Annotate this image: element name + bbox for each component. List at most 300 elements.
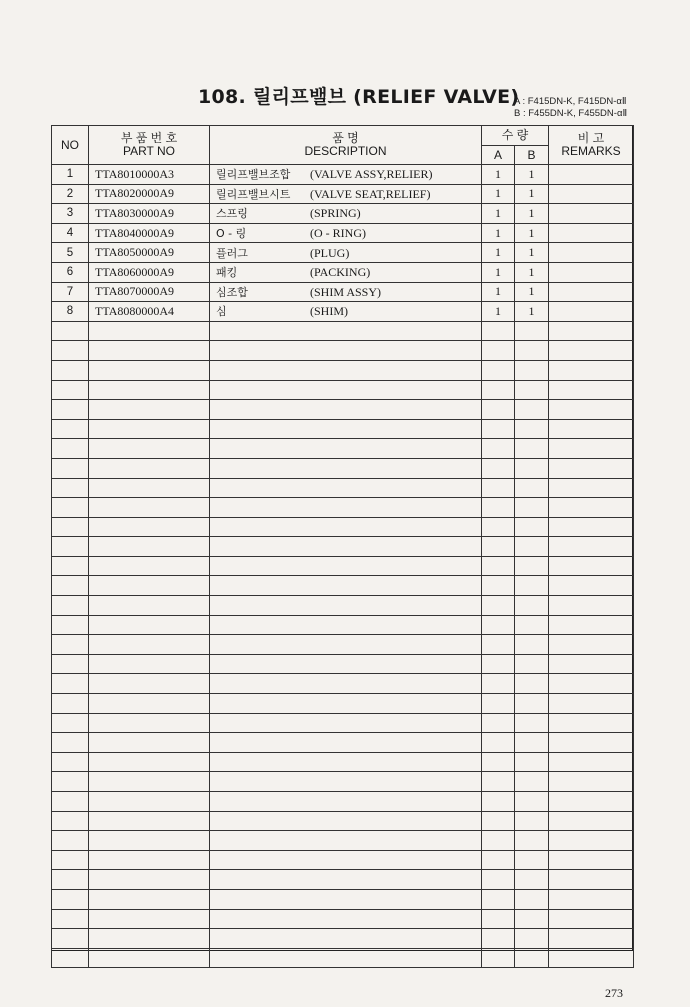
cell-remarks <box>549 615 634 635</box>
cell-part-no <box>89 615 210 635</box>
cell-no: 5 <box>52 243 89 263</box>
cell-part-no <box>89 811 210 831</box>
cell-qty-b <box>515 713 549 733</box>
empty-table-row <box>52 321 634 341</box>
cell-no <box>52 831 89 851</box>
table-row <box>52 282 634 302</box>
cell-qty-b <box>515 380 549 400</box>
cell-no <box>52 948 89 968</box>
description-korean: 플러그 <box>216 246 248 260</box>
cell-remarks <box>549 929 634 949</box>
cell-qty-a: 1 <box>482 243 515 263</box>
table-row <box>52 302 634 322</box>
cell-qty-b <box>515 889 549 909</box>
cell-remarks <box>549 694 634 714</box>
cell-no <box>52 556 89 576</box>
cell-remarks <box>549 204 634 224</box>
cell-no: 2 <box>52 184 89 204</box>
description-english: (VALVE ASSY,RELIER) <box>310 167 433 182</box>
cell-qty-a <box>482 889 515 909</box>
cell-qty-a <box>482 537 515 557</box>
cell-part-no <box>89 635 210 655</box>
cell-no <box>52 909 89 929</box>
cell-part-no: TTA8010000A3 <box>89 165 210 185</box>
cell-description <box>210 380 482 400</box>
empty-table-row <box>52 596 634 616</box>
cell-description <box>210 478 482 498</box>
cell-description <box>210 635 482 655</box>
empty-table-row <box>52 635 634 655</box>
cell-part-no <box>89 752 210 772</box>
cell-remarks <box>549 870 634 890</box>
description-korean: 스프링 <box>216 207 248 221</box>
header-part-no-ko: 부 품 번 호 <box>120 131 178 145</box>
empty-table-row <box>52 909 634 929</box>
header-remarks-ko: 비 고 <box>577 131 605 145</box>
cell-description <box>210 419 482 439</box>
cell-description <box>210 321 482 341</box>
cell-part-no <box>89 419 210 439</box>
cell-remarks <box>549 772 634 792</box>
cell-part-no: TTA8030000A9 <box>89 204 210 224</box>
cell-remarks <box>549 635 634 655</box>
cell-qty-a <box>482 694 515 714</box>
empty-table-row <box>52 654 634 674</box>
cell-remarks <box>549 498 634 518</box>
cell-qty-b <box>515 733 549 753</box>
cell-qty-a <box>482 498 515 518</box>
cell-qty-a <box>482 850 515 870</box>
cell-remarks <box>549 302 634 322</box>
cell-no <box>52 772 89 792</box>
description-english: (PACKING) <box>310 265 371 280</box>
empty-table-row <box>52 929 634 949</box>
cell-part-no <box>89 792 210 812</box>
cell-remarks <box>549 165 634 185</box>
cell-qty-a <box>482 948 515 968</box>
cell-remarks <box>549 556 634 576</box>
cell-part-no <box>89 850 210 870</box>
cell-remarks <box>549 576 634 596</box>
cell-part-no <box>89 596 210 616</box>
cell-description <box>210 498 482 518</box>
cell-remarks <box>549 537 634 557</box>
cell-remarks <box>549 341 634 361</box>
cell-remarks <box>549 321 634 341</box>
cell-qty-b <box>515 654 549 674</box>
cell-qty-a <box>482 615 515 635</box>
description-english: (SHIM ASSY) <box>310 284 382 299</box>
cell-qty-a <box>482 811 515 831</box>
description-english: (PLUG) <box>310 245 350 260</box>
cell-description <box>210 537 482 557</box>
cell-qty-b <box>515 556 549 576</box>
description-korean: O - 링 <box>216 227 247 241</box>
cell-no: 1 <box>52 165 89 185</box>
cell-remarks <box>549 184 634 204</box>
cell-qty-a <box>482 478 515 498</box>
cell-qty-a <box>482 909 515 929</box>
header-part-no <box>89 126 210 165</box>
cell-part-no: TTA8040000A9 <box>89 223 210 243</box>
cell-no <box>52 850 89 870</box>
empty-table-row <box>52 811 634 831</box>
cell-description <box>210 517 482 537</box>
cell-qty-b: 1 <box>515 204 549 224</box>
cell-qty-b <box>515 948 549 968</box>
cell-qty-a <box>482 733 515 753</box>
cell-qty-b <box>515 596 549 616</box>
cell-qty-a: 1 <box>482 184 515 204</box>
cell-no <box>52 419 89 439</box>
cell-description <box>210 204 482 224</box>
empty-table-row <box>52 674 634 694</box>
cell-description <box>210 262 482 282</box>
empty-table-row <box>52 733 634 753</box>
cell-qty-b: 1 <box>515 165 549 185</box>
cell-no <box>52 400 89 420</box>
cell-qty-b <box>515 458 549 478</box>
empty-table-row <box>52 831 634 851</box>
cell-part-no <box>89 733 210 753</box>
cell-qty-b: 1 <box>515 262 549 282</box>
cell-part-no <box>89 713 210 733</box>
cell-part-no <box>89 400 210 420</box>
cell-qty-a <box>482 831 515 851</box>
cell-qty-a <box>482 419 515 439</box>
empty-table-row <box>52 713 634 733</box>
cell-qty-b: 1 <box>515 302 549 322</box>
cell-qty-a: 1 <box>482 223 515 243</box>
cell-remarks <box>549 380 634 400</box>
header-qty-b: B <box>515 146 549 165</box>
cell-part-no <box>89 694 210 714</box>
cell-part-no <box>89 439 210 459</box>
cell-qty-b <box>515 811 549 831</box>
cell-part-no <box>89 831 210 851</box>
cell-remarks <box>549 243 634 263</box>
cell-no <box>52 498 89 518</box>
cell-part-no <box>89 380 210 400</box>
cell-qty-a <box>482 556 515 576</box>
cell-remarks <box>549 733 634 753</box>
empty-table-row <box>52 752 634 772</box>
cell-no <box>52 889 89 909</box>
cell-no <box>52 654 89 674</box>
cell-qty-b <box>515 674 549 694</box>
cell-part-no <box>89 889 210 909</box>
cell-qty-a <box>482 576 515 596</box>
description-korean: 릴리프밸브조합 <box>216 168 291 182</box>
model-legend <box>514 96 627 120</box>
cell-description <box>210 243 482 263</box>
empty-table-row <box>52 458 634 478</box>
cell-qty-a <box>482 752 515 772</box>
cell-qty-a <box>482 439 515 459</box>
cell-no <box>52 576 89 596</box>
cell-qty-a: 1 <box>482 262 515 282</box>
cell-qty-a: 1 <box>482 282 515 302</box>
cell-qty-b <box>515 341 549 361</box>
cell-no <box>52 674 89 694</box>
cell-part-no <box>89 909 210 929</box>
cell-part-no: TTA8080000A4 <box>89 302 210 322</box>
empty-table-row <box>52 380 634 400</box>
description-korean: 릴리프밸브시트 <box>216 187 291 201</box>
cell-qty-a <box>482 458 515 478</box>
cell-no <box>52 733 89 753</box>
cell-no <box>52 635 89 655</box>
cell-qty-a: 1 <box>482 165 515 185</box>
cell-part-no <box>89 517 210 537</box>
cell-description <box>210 302 482 322</box>
cell-qty-b <box>515 537 549 557</box>
table-row <box>52 165 634 185</box>
empty-table-row <box>52 439 634 459</box>
page-number: 273 <box>605 986 623 1000</box>
cell-no <box>52 517 89 537</box>
cell-remarks <box>549 792 634 812</box>
cell-remarks <box>549 282 634 302</box>
page-title: 108. 릴리프밸브 (RELIEF VALVE) <box>198 86 520 108</box>
cell-qty-b <box>515 517 549 537</box>
cell-part-no <box>89 341 210 361</box>
cell-description <box>210 792 482 812</box>
cell-no <box>52 811 89 831</box>
cell-qty-a <box>482 654 515 674</box>
cell-description <box>210 831 482 851</box>
cell-qty-b <box>515 400 549 420</box>
cell-description <box>210 223 482 243</box>
cell-no <box>52 596 89 616</box>
cell-remarks <box>549 674 634 694</box>
empty-table-row <box>52 850 634 870</box>
cell-no <box>52 752 89 772</box>
cell-part-no <box>89 321 210 341</box>
cell-description <box>210 811 482 831</box>
cell-remarks <box>549 223 634 243</box>
cell-remarks <box>549 850 634 870</box>
cell-no: 7 <box>52 282 89 302</box>
cell-qty-a <box>482 929 515 949</box>
header-desc-ko: 품 명 <box>332 131 359 145</box>
header-remarks-en: REMARKS <box>561 144 621 158</box>
cell-qty-b <box>515 870 549 890</box>
parts-table-body <box>52 165 634 968</box>
description-korean: 심조합 <box>216 285 248 299</box>
cell-description <box>210 850 482 870</box>
cell-qty-a: 1 <box>482 302 515 322</box>
cell-part-no <box>89 772 210 792</box>
table-row <box>52 243 634 263</box>
cell-qty-b <box>515 792 549 812</box>
empty-table-row <box>52 948 634 968</box>
cell-qty-b <box>515 929 549 949</box>
cell-description <box>210 713 482 733</box>
cell-no <box>52 929 89 949</box>
cell-description <box>210 889 482 909</box>
cell-qty-b <box>515 478 549 498</box>
cell-remarks <box>549 360 634 380</box>
cell-remarks <box>549 713 634 733</box>
empty-table-row <box>52 694 634 714</box>
table-row <box>52 184 634 204</box>
cell-part-no <box>89 870 210 890</box>
cell-part-no: TTA8050000A9 <box>89 243 210 263</box>
cell-qty-a <box>482 321 515 341</box>
cell-qty-b <box>515 772 549 792</box>
cell-qty-a <box>482 772 515 792</box>
cell-qty-a <box>482 341 515 361</box>
empty-table-row <box>52 615 634 635</box>
cell-qty-a <box>482 792 515 812</box>
model-a-label: A : F415DN-K, F415DN-αⅡ <box>514 96 627 107</box>
cell-description <box>210 929 482 949</box>
cell-remarks <box>549 439 634 459</box>
cell-no: 4 <box>52 223 89 243</box>
empty-table-row <box>52 498 634 518</box>
cell-qty-b <box>515 498 549 518</box>
empty-table-row <box>52 576 634 596</box>
empty-table-row <box>52 419 634 439</box>
description-english: (SPRING) <box>310 206 361 221</box>
cell-remarks <box>549 517 634 537</box>
cell-description <box>210 733 482 753</box>
cell-qty-a <box>482 400 515 420</box>
cell-no <box>52 792 89 812</box>
cell-remarks <box>549 419 634 439</box>
cell-no: 6 <box>52 262 89 282</box>
cell-no <box>52 341 89 361</box>
cell-part-no: TTA8020000A9 <box>89 184 210 204</box>
cell-description <box>210 615 482 635</box>
header-qty: 수 량 <box>482 126 549 146</box>
cell-description <box>210 772 482 792</box>
cell-qty-b <box>515 576 549 596</box>
empty-table-row <box>52 556 634 576</box>
empty-table-row <box>52 537 634 557</box>
empty-table-row <box>52 517 634 537</box>
cell-no <box>52 615 89 635</box>
cell-qty-a <box>482 360 515 380</box>
cell-part-no <box>89 478 210 498</box>
cell-remarks <box>549 478 634 498</box>
cell-part-no <box>89 576 210 596</box>
cell-description <box>210 165 482 185</box>
empty-table-row <box>52 889 634 909</box>
cell-part-no <box>89 948 210 968</box>
header-remarks <box>549 126 634 165</box>
cell-no <box>52 537 89 557</box>
parts-table <box>51 125 634 968</box>
cell-qty-a <box>482 380 515 400</box>
description-english: (SHIM) <box>310 304 348 319</box>
description-korean: 심 <box>216 305 227 319</box>
empty-table-row <box>52 792 634 812</box>
empty-table-row <box>52 341 634 361</box>
cell-qty-a <box>482 674 515 694</box>
cell-qty-b <box>515 419 549 439</box>
description-korean: 패킹 <box>216 266 238 280</box>
cell-qty-a <box>482 713 515 733</box>
cell-qty-b <box>515 831 549 851</box>
cell-qty-b <box>515 439 549 459</box>
empty-table-row <box>52 772 634 792</box>
cell-no <box>52 458 89 478</box>
cell-qty-b <box>515 360 549 380</box>
cell-remarks <box>549 400 634 420</box>
table-row <box>52 204 634 224</box>
table-row <box>52 262 634 282</box>
header-qty-a: A <box>482 146 515 165</box>
cell-description <box>210 654 482 674</box>
cell-remarks <box>549 909 634 929</box>
cell-description <box>210 694 482 714</box>
cell-qty-b <box>515 321 549 341</box>
cell-part-no <box>89 360 210 380</box>
header-description <box>210 126 482 165</box>
cell-qty-a <box>482 596 515 616</box>
cell-part-no <box>89 537 210 557</box>
cell-remarks <box>549 458 634 478</box>
header-desc-en: DESCRIPTION <box>304 144 387 158</box>
cell-part-no: TTA8070000A9 <box>89 282 210 302</box>
cell-description <box>210 400 482 420</box>
cell-description <box>210 360 482 380</box>
cell-qty-b: 1 <box>515 223 549 243</box>
cell-remarks <box>549 596 634 616</box>
cell-description <box>210 439 482 459</box>
cell-part-no <box>89 556 210 576</box>
model-b-label: B : F455DN-K, F455DN-αⅡ <box>514 108 628 119</box>
cell-part-no: TTA8060000A9 <box>89 262 210 282</box>
cell-description <box>210 948 482 968</box>
cell-no <box>52 478 89 498</box>
cell-qty-b: 1 <box>515 184 549 204</box>
cell-qty-b <box>515 909 549 929</box>
cell-no <box>52 380 89 400</box>
cell-part-no <box>89 458 210 478</box>
cell-qty-a: 1 <box>482 204 515 224</box>
cell-no <box>52 439 89 459</box>
cell-remarks <box>549 654 634 674</box>
cell-qty-b: 1 <box>515 243 549 263</box>
cell-qty-b <box>515 635 549 655</box>
cell-description <box>210 576 482 596</box>
empty-table-row <box>52 478 634 498</box>
cell-description <box>210 909 482 929</box>
cell-no <box>52 870 89 890</box>
cell-qty-a <box>482 517 515 537</box>
description-english: (VALVE SEAT,RELIEF) <box>310 186 431 201</box>
header-part-no-en: PART NO <box>122 144 175 158</box>
cell-part-no <box>89 654 210 674</box>
cell-qty-b <box>515 615 549 635</box>
table-row <box>52 223 634 243</box>
cell-remarks <box>549 811 634 831</box>
cell-qty-b <box>515 752 549 772</box>
cell-no <box>52 713 89 733</box>
description-english: (O - RING) <box>310 226 366 241</box>
cell-qty-b: 1 <box>515 282 549 302</box>
cell-qty-b <box>515 850 549 870</box>
cell-description <box>210 596 482 616</box>
cell-remarks <box>549 831 634 851</box>
cell-no <box>52 694 89 714</box>
cell-part-no <box>89 674 210 694</box>
cell-description <box>210 282 482 302</box>
cell-description <box>210 556 482 576</box>
